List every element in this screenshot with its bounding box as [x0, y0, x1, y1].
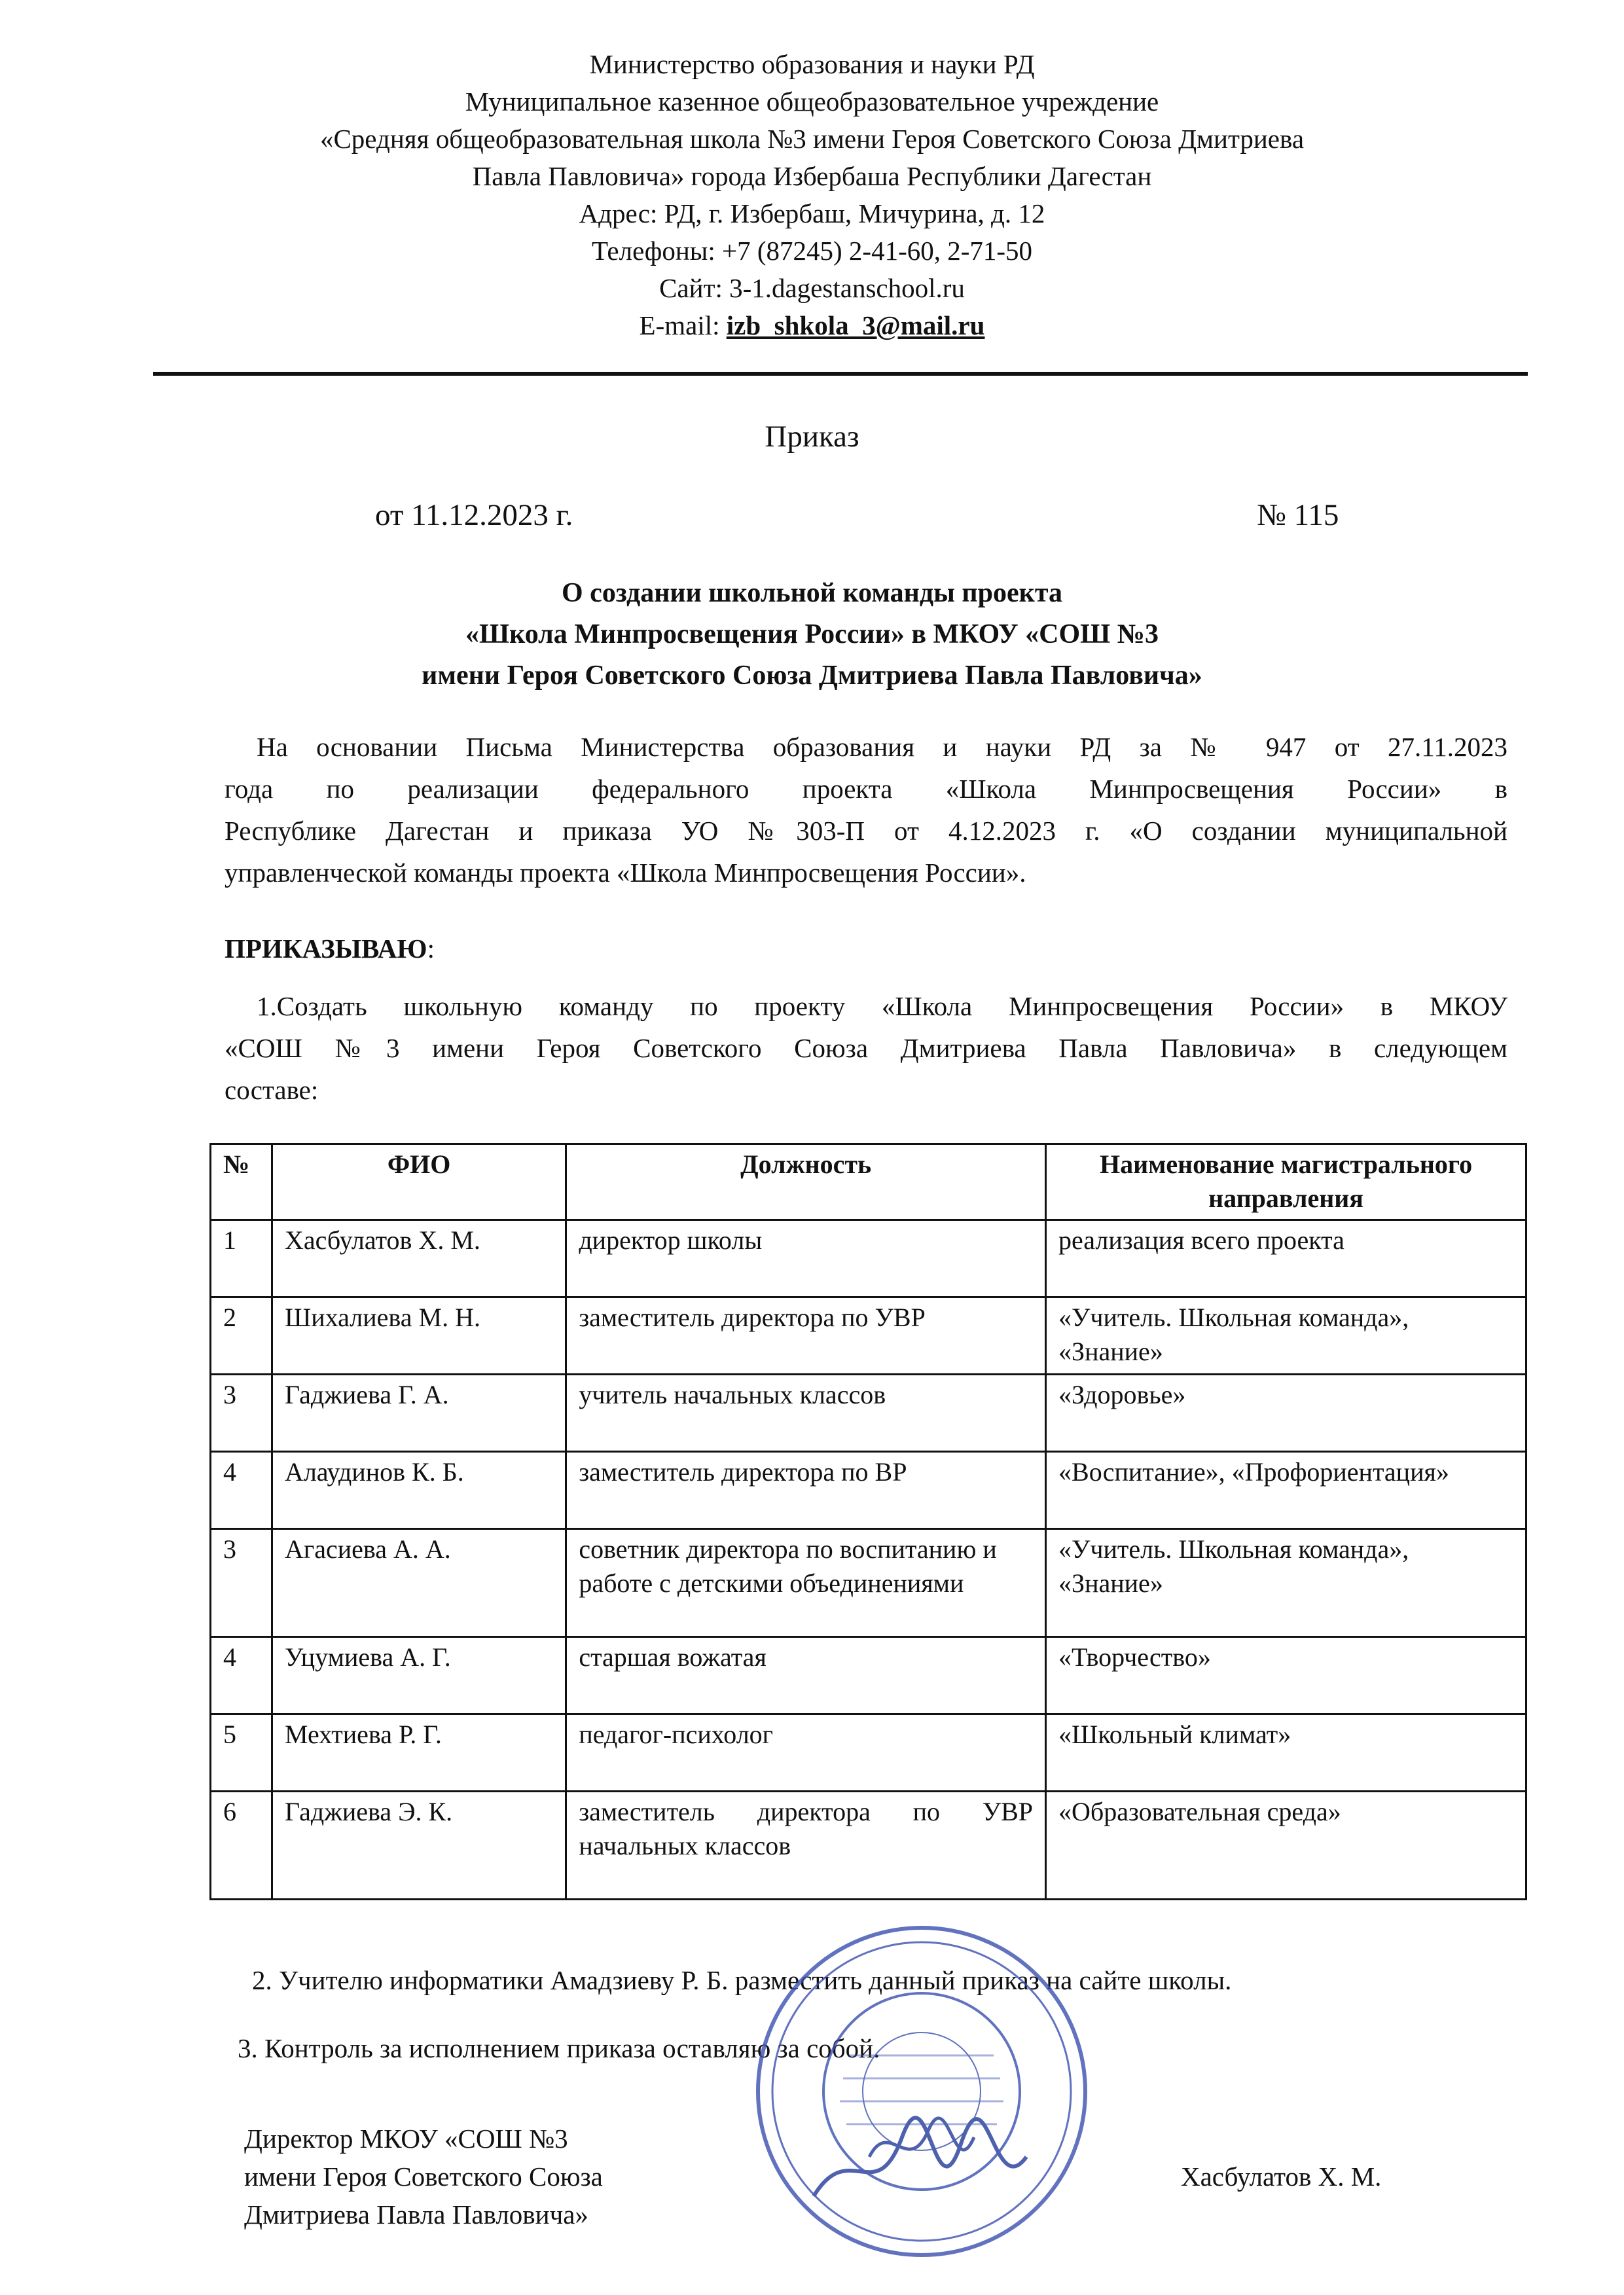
cell-direction: «Учитель. Школьная команда», «Знание» — [1046, 1297, 1526, 1375]
table-row — [211, 1375, 1526, 1452]
official-stamp-icon — [751, 1921, 1092, 2262]
cell-name: Гаджиева Э. К. — [272, 1792, 566, 1900]
team-table — [209, 1143, 1527, 1900]
signatory-title-line3: Дмитриева Павла Павловича» — [244, 2199, 588, 2230]
school-address: Адрес: РД, г. Избербаш, Мичурина, д. 12 — [579, 198, 1045, 228]
cell-name: Агасиева А. А. — [272, 1529, 566, 1637]
email-link[interactable]: izb_shkola_3@mail.ru — [726, 310, 985, 340]
item1-line1: 1.Создать школьную команду по проекту «Школа Минпросвещения России» в МКОУ — [257, 991, 1507, 1021]
item1-line2: «СОШ №3 имени Героя Советского Союза Дмитриева Павла Павловича» в следующем — [225, 1033, 1507, 1063]
document-title: Приказ — [765, 420, 859, 454]
cell-direction: «Учитель. Школьная команда», «Знание» — [1046, 1529, 1526, 1637]
table-row — [211, 1792, 1526, 1900]
cell-name: Шихалиева М. Н. — [272, 1297, 566, 1375]
cell-number: 3 — [211, 1529, 272, 1637]
cell-position: директор школы — [566, 1220, 1046, 1297]
cell-number: 2 — [211, 1297, 272, 1375]
cell-name: Гаджиева Г. А. — [272, 1375, 566, 1452]
table-row — [211, 1529, 1526, 1637]
institution-type: Муниципальное казенное общеобразовательное учреждение — [465, 86, 1159, 117]
cell-position: педагог-психолог — [566, 1714, 1046, 1792]
school-email — [0, 312, 1624, 339]
cell-position: советник директора по воспитанию и работе с детскими объединениями — [566, 1529, 1046, 1637]
school-name-line2: Павла Павловича» города Избербаша Республики Дагестан — [472, 161, 1152, 191]
signatory-name: Хасбулатов Х. М. — [1181, 2161, 1382, 2192]
order-subject-line1: О создании школьной команды проекта — [562, 578, 1062, 608]
cell-number: 3 — [211, 1375, 272, 1452]
school-name-line1: «Средняя общеобразовательная школа №3 имени Героя Советского Союза Дмитриева — [319, 124, 1305, 154]
basis-line3: Республике Дагестан и приказа УО №303-П от 4.12.2023 г. «О создании муниципальной — [225, 816, 1507, 846]
item2-text: 2. Учителю информатики Амадзиеву Р. Б. разместить данный приказ на сайте школы. — [252, 1965, 1232, 1995]
cell-number: 5 — [211, 1714, 272, 1792]
table-row — [211, 1220, 1526, 1297]
basis-line4: управленческой команды проекта «Школа Минпросвещения России». — [225, 858, 1026, 888]
cell-name: Мехтиева Р. Г. — [272, 1714, 566, 1792]
cell-name: Алаудинов К. Б. — [272, 1452, 566, 1529]
cell-position: заместитель директора по УВР начальных классов — [566, 1792, 1046, 1900]
ministry-name: Министерство образования и науки РД — [589, 49, 1035, 79]
order-subject-line3: имени Героя Советского Союза Дмитриева Павла Павловича» — [422, 660, 1202, 691]
cell-position: учитель начальных классов — [566, 1375, 1046, 1452]
school-website: Сайт: 3-1.dagestanschool.ru — [659, 273, 965, 303]
cell-direction: «Школьный климат» — [1046, 1714, 1526, 1792]
cell-number: 1 — [211, 1220, 272, 1297]
cell-position: заместитель директора по ВР — [566, 1452, 1046, 1529]
cell-position: старшая вожатая — [566, 1637, 1046, 1714]
table-row — [211, 1452, 1526, 1529]
table-row — [211, 1714, 1526, 1792]
order-date: от 11.12.2023 г. — [375, 498, 573, 532]
cell-direction: реализация всего проекта — [1046, 1220, 1526, 1297]
cell-number: 4 — [211, 1452, 272, 1529]
table-row — [211, 1637, 1526, 1714]
cell-direction: «Творчество» — [1046, 1637, 1526, 1714]
cell-position: заместитель директора по УВР — [566, 1297, 1046, 1375]
header-divider — [153, 372, 1528, 376]
basis-line1: На основании Письма Министерства образования и науки РД за № 947 от 27.11.2023 — [257, 732, 1507, 762]
order-number: № 115 — [1257, 498, 1339, 532]
cell-name: Хасбулатов Х. М. — [272, 1220, 566, 1297]
table-row — [211, 1297, 1526, 1375]
cell-number: 6 — [211, 1792, 272, 1900]
school-phones: Телефоны: +7 (87245) 2-41-60, 2-71-50 — [591, 236, 1033, 266]
basis-line2: года по реализации федерального проекта «Школа Минпросвещения России» в — [225, 774, 1507, 804]
table-header-row — [211, 1144, 1526, 1220]
cell-direction: «Образовательная среда» — [1046, 1792, 1526, 1900]
item1-line3: составе: — [225, 1075, 319, 1105]
col-header-position: Должность — [566, 1144, 1046, 1220]
cell-name: Уцумиева А. Г. — [272, 1637, 566, 1714]
col-header-name: ФИО — [272, 1144, 566, 1220]
order-subject-line2: «Школа Минпросвещения России» в МКОУ «СОШ №3 — [465, 619, 1159, 649]
cell-direction: «Здоровье» — [1046, 1375, 1526, 1452]
col-header-direction: Наименование магистрального направления — [1046, 1144, 1526, 1220]
cell-number: 4 — [211, 1637, 272, 1714]
email-label: E-mail: — [639, 310, 727, 340]
signatory-title-line2: имени Героя Советского Союза — [244, 2161, 603, 2192]
signatory-title-line1: Директор МКОУ «СОШ №3 — [244, 2123, 568, 2154]
col-header-number: № — [211, 1144, 272, 1220]
order-word: ПРИКАЗЫВАЮ: — [225, 933, 435, 964]
item3-text: 3. Контроль за исполнением приказа оставляю за собой. — [238, 2033, 880, 2063]
cell-direction: «Воспитание», «Профориентация» — [1046, 1452, 1526, 1529]
